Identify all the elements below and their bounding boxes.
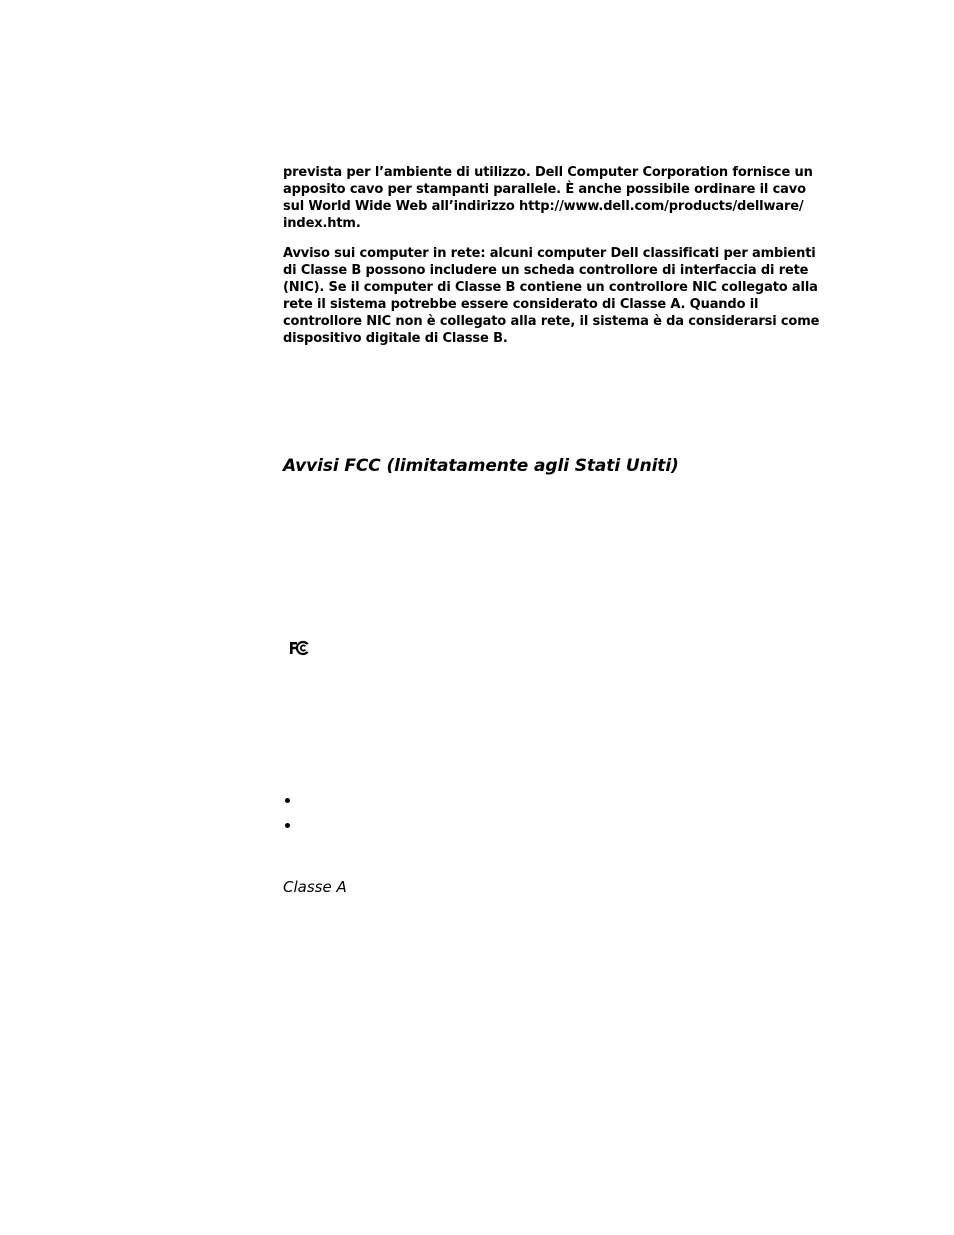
paragraph-line: index.htm. [283,216,361,231]
paragraph-line: sul World Wide Web all’indirizzo http://www.dell.com/products/dellware/ [283,199,804,214]
paragraph-line: di Classe B possono includere un scheda controllore di interfaccia di rete [283,263,809,278]
list-item [283,790,293,815]
paragraph-parallel-cable [283,164,818,232]
bullet-icon [285,823,290,828]
paragraph-line: (NIC). Se il computer di Classe B contiene un controllore NIC collegato alla [283,280,818,295]
paragraph-line: rete il sistema potrebbe essere considerato di Classe A. Quando il [283,297,759,312]
fcc-logo-icon [289,640,309,656]
paragraph-network-notice [283,245,818,347]
paragraph-line: dispositivo digitale di Classe B. [283,331,508,346]
subheading-class-a: Classe A [283,878,347,896]
section-heading-fcc: Avvisi FCC (limitatamente agli Stati Uniti) [283,456,679,476]
bullet-icon [285,798,290,803]
paragraph-line: controllore NIC non è collegato alla rete, il sistema è da considerarsi come [283,314,820,329]
bullet-list [283,790,293,840]
paragraph-line: Avviso sui computer in rete: alcuni computer Dell classificati per ambienti [283,246,816,261]
paragraph-line: prevista per l’ambiente di utilizzo. Dell Computer Corporation fornisce un [283,165,813,180]
list-item [283,815,293,840]
paragraph-line: apposito cavo per stampanti parallele. È anche possibile ordinare il cavo [283,182,806,197]
